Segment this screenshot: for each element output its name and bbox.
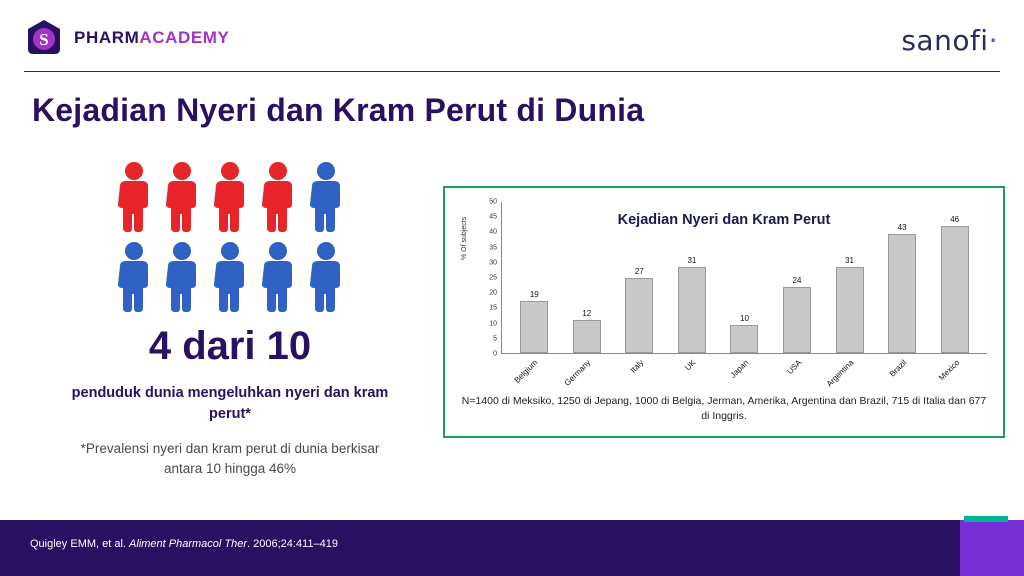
page-title: Kejadian Nyeri dan Kram Perut di Dunia xyxy=(32,92,645,128)
svg-text:S: S xyxy=(39,30,49,49)
y-axis-label: % Of subjects xyxy=(461,216,468,260)
statistic-footnote: *Prevalensi nyeri dan kram perut di dunia berkisar antara 10 hingga 46% xyxy=(80,441,380,476)
bar-series xyxy=(502,201,987,353)
person-icon xyxy=(113,160,155,232)
bar xyxy=(573,320,601,353)
y-tick-label: 45 xyxy=(489,213,497,221)
bar xyxy=(888,234,916,353)
y-tick-label: 30 xyxy=(489,259,497,267)
y-tick-label: 50 xyxy=(489,198,497,206)
x-tick-label: Argentina xyxy=(825,358,856,389)
x-tick-label: USA xyxy=(784,358,803,376)
pharmacademy-logo-icon xyxy=(24,18,64,58)
y-tick-label: 0 xyxy=(493,350,497,358)
bar-value-label: 19 xyxy=(529,289,539,299)
plot-region xyxy=(501,202,987,354)
pictogram-row-1 xyxy=(110,160,350,232)
person-icon xyxy=(257,160,299,232)
pictogram-people xyxy=(110,160,350,312)
big-statistic: 4 dari 10 xyxy=(148,324,312,368)
person-icon xyxy=(161,240,203,312)
bar-value-label: 10 xyxy=(740,314,749,324)
footer-teal-bar xyxy=(964,516,1008,522)
statistic-caption: penduduk dunia mengeluhkan nyeri dan kram perut* xyxy=(71,385,389,423)
pictogram-row-2 xyxy=(110,240,350,312)
bar xyxy=(783,287,811,353)
bar-value-label: 27 xyxy=(634,267,644,277)
person-icon xyxy=(257,240,299,312)
x-tick-label: Belgium xyxy=(512,358,540,385)
x-tick-label: Italy xyxy=(628,358,646,375)
sanofi-dot-icon: · xyxy=(988,24,998,57)
brand-name-part1: PHARM xyxy=(74,28,140,47)
y-tick-label: 5 xyxy=(493,335,497,343)
person-icon xyxy=(305,240,347,312)
x-tick-label: Mexico xyxy=(936,358,961,383)
footer-accent-block xyxy=(960,520,1024,576)
sanofi-logo xyxy=(901,24,998,57)
bar-value-label: 12 xyxy=(582,308,592,318)
x-tick-label: Brazil xyxy=(887,358,909,379)
reference-prefix: Quigley EMM, et al. xyxy=(30,538,130,550)
reference-journal: Aliment Pharmacol Ther xyxy=(129,538,248,550)
reference-text xyxy=(30,538,338,550)
header-divider xyxy=(24,71,1000,72)
reference-suffix: . 2006;24:411–419 xyxy=(247,538,338,550)
x-tick-label: Japan xyxy=(728,358,751,380)
bar-value-label: 24 xyxy=(792,275,802,285)
y-tick-label: 25 xyxy=(489,274,497,282)
brand-name-part2: ACADEMY xyxy=(139,28,230,47)
x-tick-label: UK xyxy=(683,358,698,373)
chart-title: Kejadian Nyeri dan Kram Perut xyxy=(617,212,831,228)
bar-value-label: 31 xyxy=(845,256,854,266)
y-tick-label: 15 xyxy=(489,304,497,312)
chart-card xyxy=(443,186,1005,438)
bar-column xyxy=(622,201,656,353)
y-axis-ticks xyxy=(475,198,497,358)
x-tick-label: Germany xyxy=(562,358,593,388)
bar xyxy=(520,301,548,353)
y-tick-label: 10 xyxy=(489,320,497,328)
y-tick-label: 40 xyxy=(489,228,497,236)
bar-column xyxy=(570,201,604,353)
person-icon xyxy=(209,160,251,232)
bar-value-label: 31 xyxy=(687,256,697,266)
bar-column xyxy=(833,201,867,353)
bar xyxy=(941,226,969,353)
bar xyxy=(625,278,653,353)
chart-footnote: N=1400 di Meksiko, 1250 di Jepang, 1000 di Belgia, Jerman, Amerika, Argentina dan Brazil, 715 di Italia dan 677 di Inggris. xyxy=(461,394,987,422)
bar-column xyxy=(517,201,551,353)
y-tick-label: 35 xyxy=(489,244,497,252)
sanofi-wordmark: sanofi xyxy=(901,24,989,57)
person-icon xyxy=(305,160,347,232)
bar xyxy=(836,267,864,353)
person-icon xyxy=(209,240,251,312)
bar-column xyxy=(675,201,709,353)
bar-column xyxy=(885,201,919,353)
chart-plot-area xyxy=(459,198,993,389)
page-header xyxy=(0,0,1024,72)
bar-value-label: 43 xyxy=(897,223,907,233)
bar xyxy=(730,325,758,353)
brand-name xyxy=(74,28,230,48)
person-icon xyxy=(161,160,203,232)
y-tick-label: 20 xyxy=(489,289,497,297)
bar-column xyxy=(727,201,761,353)
person-icon xyxy=(113,240,155,312)
bar xyxy=(678,267,706,353)
brand-logo[interactable] xyxy=(24,18,230,58)
bar-column xyxy=(780,201,814,353)
bar-value-label: 46 xyxy=(950,215,960,225)
page-footer xyxy=(0,520,1024,576)
bar-column xyxy=(938,201,972,353)
statistic-panel xyxy=(30,160,430,478)
